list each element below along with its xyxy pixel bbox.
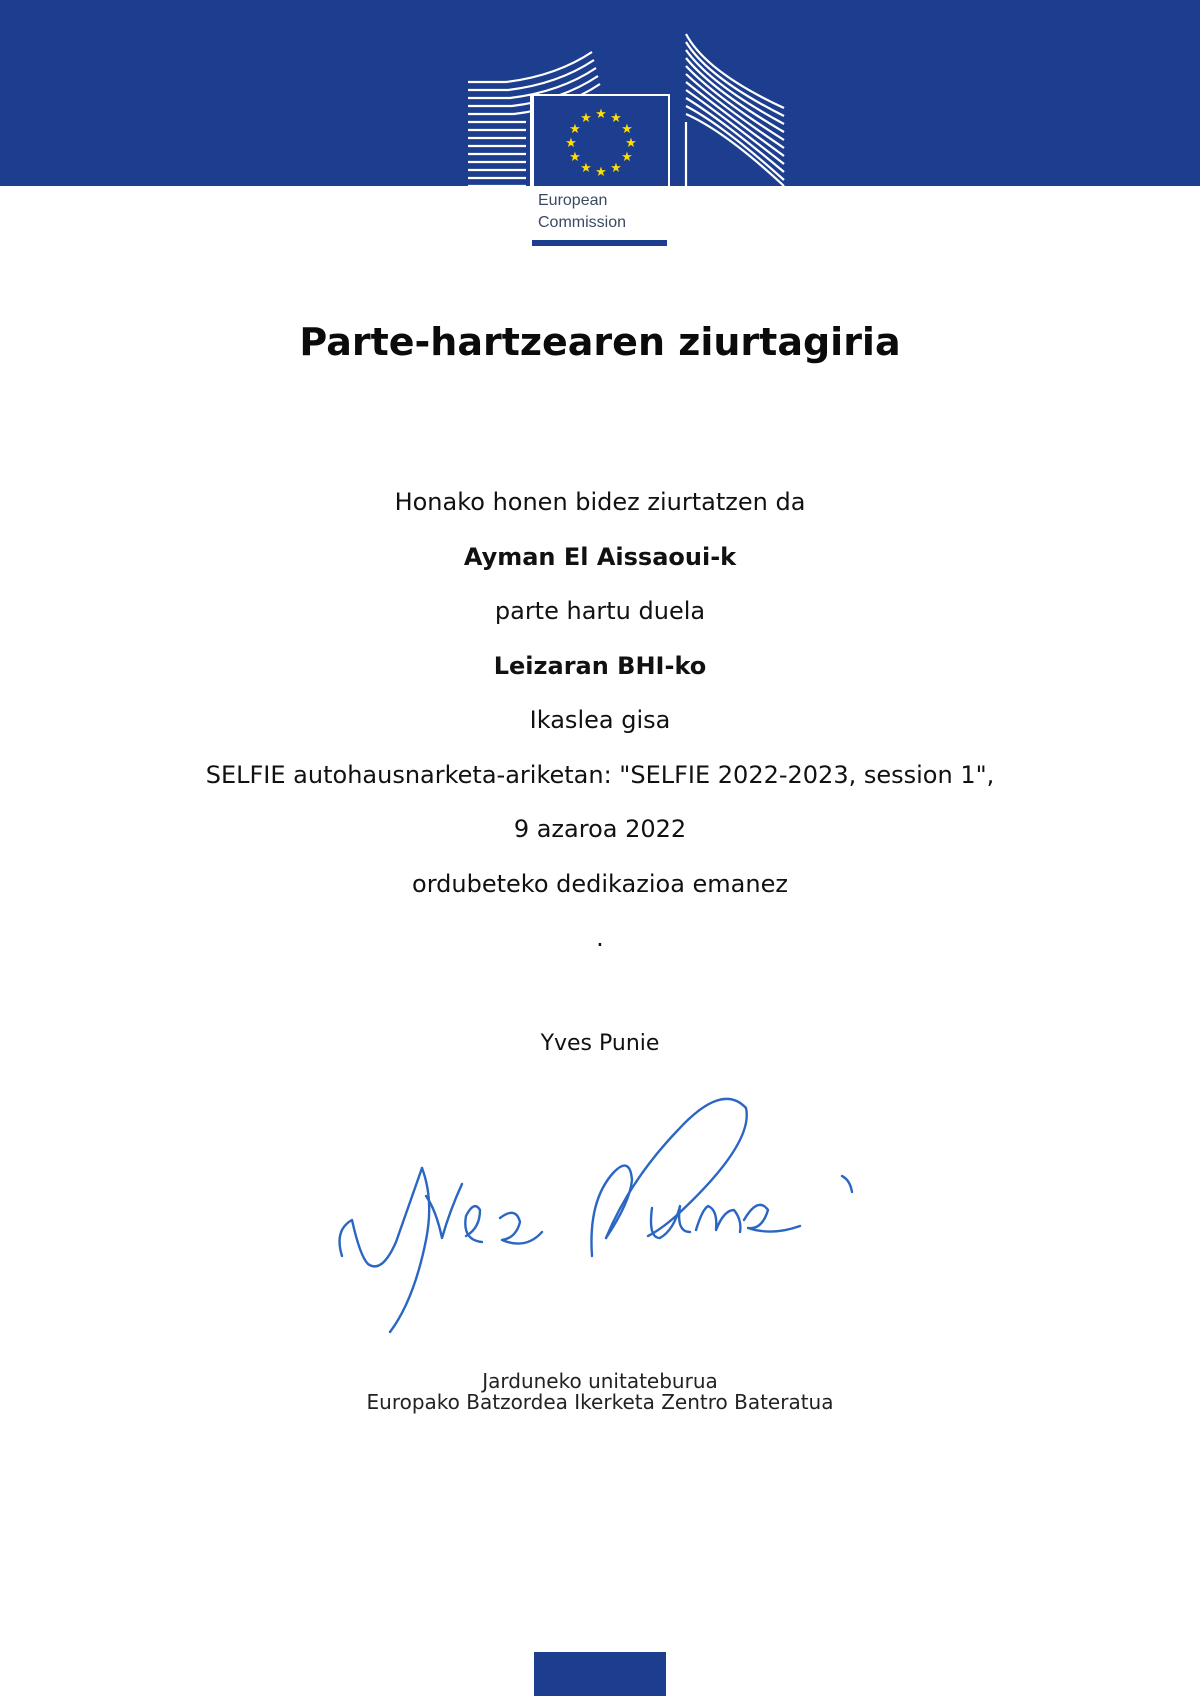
logo-line-european: European [538, 192, 608, 209]
intro-line: Honako honen bidez ziurtatzen da [394, 488, 806, 516]
footer-bar [534, 1652, 666, 1696]
certificate-title: Parte-hartzearen ziurtagiria [299, 320, 901, 364]
svg-text:★: ★ [625, 136, 637, 151]
svg-text:★: ★ [565, 136, 577, 151]
certificate-body [0, 478, 1200, 969]
exercise-line: SELFIE autohausnarketa-ariketan: "SELFIE 2022-2023, session 1", [205, 760, 995, 789]
signatory-details [0, 1371, 1200, 1413]
svg-text:★: ★ [595, 165, 607, 180]
svg-text:★: ★ [569, 122, 581, 137]
svg-text:★: ★ [580, 161, 592, 176]
school-name: Leizaran BHI-ko [493, 651, 707, 680]
svg-text:★: ★ [595, 107, 607, 122]
signatory-organization: Europako Batzordea Ikerketa Zentro Bateratua [366, 1390, 834, 1414]
logo-wordmark [538, 190, 626, 234]
svg-text:★: ★ [580, 111, 592, 126]
svg-text:★: ★ [610, 161, 622, 176]
svg-text:★: ★ [621, 150, 633, 165]
date-line: 9 azaroa 2022 [513, 815, 687, 843]
logo-line-commission: Commission [538, 214, 627, 231]
role-line: Ikaslea gisa [529, 706, 671, 734]
signer-name: Yves Punie [540, 1031, 660, 1056]
svg-text:★: ★ [569, 150, 581, 165]
end-mark: . [596, 924, 604, 952]
dedication-line: ordubeteko dedikazioa emanez [412, 869, 788, 898]
european-commission-logo [466, 32, 786, 252]
svg-text:★: ★ [621, 122, 633, 137]
participant-name: Ayman El Aissaoui-k [463, 542, 737, 571]
signatory-position: Jarduneko unitateburua [482, 1369, 718, 1393]
logo-underline [532, 240, 667, 246]
handwritten-signature [330, 1060, 870, 1350]
participated-line: parte hartu duela [494, 597, 706, 625]
svg-text:★: ★ [610, 111, 622, 126]
